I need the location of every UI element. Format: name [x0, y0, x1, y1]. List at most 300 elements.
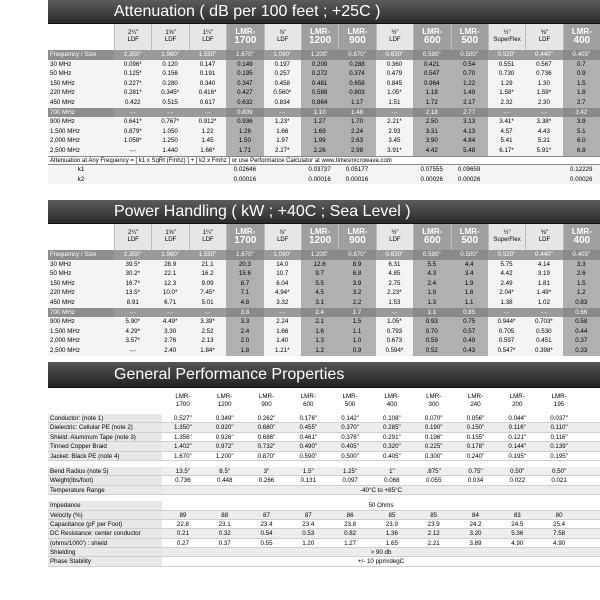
column-header-top: LMR-	[571, 27, 592, 36]
table-cell	[189, 175, 226, 185]
table-cell: 22.1	[164, 270, 177, 278]
table-cell: 0.845	[386, 79, 403, 87]
table-cell: 0.03737	[308, 166, 331, 174]
column-header-bottom: 600	[423, 235, 441, 246]
table-cell: 0.920"	[215, 424, 234, 432]
table-cell: 1.5	[338, 317, 375, 327]
table-cell: 3.3	[563, 260, 600, 270]
table-cell: 21.1	[201, 260, 214, 268]
table-cell: 0.44	[563, 327, 600, 337]
table-cell: 3.89	[469, 539, 482, 547]
table-cell: 1.200"	[301, 50, 338, 60]
table-cell: 0.022	[509, 477, 526, 485]
column-header-bottom: 195	[553, 401, 565, 408]
table-cell: 0.09659	[457, 166, 481, 174]
table-cell: 4.42	[413, 146, 450, 156]
table-cell: 0.641*	[123, 118, 142, 126]
table-cell: 0.288	[338, 60, 375, 70]
row-label: 1,500 MHz	[50, 127, 80, 135]
table-row	[48, 539, 600, 548]
table-cell: 0.02646	[233, 166, 257, 174]
table-cell: 0.427	[226, 88, 263, 98]
column-header	[413, 24, 450, 50]
row-label: 2,500 MHz	[50, 346, 80, 354]
column-header-top: LMR-	[347, 227, 368, 236]
table-cell: 1.45	[201, 137, 214, 145]
table-cell	[151, 165, 188, 175]
table-cell: 0.479	[386, 70, 403, 78]
table-cell: 0.49	[450, 336, 487, 346]
table-cell: 1.25"	[342, 467, 358, 475]
table-cell: 0.520"	[497, 51, 516, 58]
table-cell: 0.281*	[123, 89, 142, 97]
table-cell: 0.864	[301, 98, 338, 108]
table-cell: 1.66*	[200, 146, 215, 154]
column-header-bottom: LDF	[538, 237, 551, 243]
column-header-bottom: 900	[261, 401, 272, 408]
row-label: Impedance	[48, 501, 162, 509]
table-cell: 1.49	[450, 88, 487, 98]
table-cell: 22.8	[176, 520, 189, 528]
column-header-bottom: LDF	[202, 237, 214, 243]
table-cell: 0.108"	[383, 415, 401, 422]
table-cell: 0.096*	[123, 60, 142, 68]
table-cell: 0.590"	[299, 452, 318, 460]
table-cell: 86	[346, 511, 354, 519]
table-cell: 12.6	[301, 260, 338, 270]
column-header-top: ⅞"	[279, 30, 287, 36]
table-cell: 0.93	[413, 317, 450, 327]
table-cell: 1.65	[385, 539, 398, 547]
table-cell: 3.9	[338, 279, 375, 289]
table-row	[48, 260, 600, 270]
table-cell: 3.90	[413, 136, 450, 146]
table-cell: 1.49*	[536, 289, 552, 297]
column-header-bottom: LDF	[164, 237, 177, 243]
table-cell: 0.617	[199, 98, 216, 106]
table-cell: 2.24	[276, 318, 289, 326]
table-cell: 0.285"	[383, 424, 401, 432]
table-cell: 4.13	[450, 127, 487, 137]
table-cell: 8.91	[126, 298, 139, 306]
table-cell: 3.2	[338, 288, 375, 298]
table-cell: 0.50"	[510, 467, 525, 475]
table-cell: 1.1	[338, 327, 375, 337]
table-cell: 0.530	[536, 327, 552, 335]
table-cell: 1.250	[162, 137, 178, 145]
table-cell: 0.370"	[341, 424, 359, 432]
table-cell: 2.21*	[387, 118, 402, 126]
table-cell: 0.500"	[450, 50, 487, 60]
general-header	[48, 388, 600, 414]
table-cell: 6.8	[563, 146, 600, 156]
table-cell: 0.044"	[508, 415, 527, 422]
table-cell: 16.7*	[125, 279, 140, 287]
table-cell: 1.66	[276, 127, 289, 135]
table-cell: 0.54	[450, 60, 487, 70]
table-cell: 0.440"	[535, 251, 553, 258]
table-cell: 1.27	[344, 539, 357, 547]
general-table	[48, 414, 600, 567]
table-cell: 13.5"	[175, 467, 191, 475]
table-cell: 0.405"	[563, 250, 600, 260]
table-row	[48, 476, 600, 485]
column-header	[413, 388, 455, 414]
table-cell: 0.500"	[450, 250, 487, 260]
table-cell: 1.50	[226, 136, 263, 146]
table-cell: 0.142"	[341, 415, 359, 422]
table-cell: 1.350"	[174, 424, 192, 432]
table-cell: 1.97	[276, 137, 289, 145]
column-header-top: LMR-	[258, 393, 275, 400]
table-cell: 0.481	[301, 79, 338, 89]
table-cell: 1"	[389, 467, 395, 475]
table-cell: 1.22	[450, 79, 487, 89]
table-cell: 1.670"	[226, 50, 263, 60]
row-label: 900 MHz	[50, 318, 75, 326]
table-cell: 1.2	[563, 288, 600, 298]
column-header-bottom: SuperFlex	[493, 37, 521, 43]
table-cell: 0.630"	[385, 51, 404, 58]
table-cell: 0.191	[199, 70, 216, 78]
table-cell: 1.1	[450, 298, 487, 308]
table-cell: 4.49*	[162, 318, 178, 326]
column-header-top: LMR-	[342, 393, 358, 400]
column-header-top: ⅜"	[540, 230, 549, 236]
table-cell: 0.75"	[468, 467, 483, 475]
table-cell: 87	[304, 511, 312, 519]
table-cell: 0.398*	[534, 346, 553, 354]
table-cell: 0.50"	[551, 467, 567, 475]
table-cell: 1.050	[162, 127, 178, 135]
row-label: Temperature Range	[48, 486, 162, 494]
table-cell: 15.6	[226, 269, 263, 279]
table-cell: 2.52	[201, 327, 214, 335]
table-cell: 3.8	[226, 308, 263, 318]
table-cell: 1.27	[301, 117, 338, 127]
general-section	[48, 362, 600, 600]
table-cell: 0.703*	[534, 318, 553, 326]
column-header-bottom: 500	[344, 401, 356, 408]
table-cell: 0.421	[413, 60, 450, 70]
table-cell: 0.070"	[424, 415, 443, 422]
table-row	[48, 548, 600, 557]
table-cell: 0.567	[536, 60, 552, 68]
table-cell: 0.879*	[123, 127, 142, 135]
column-header	[488, 224, 525, 250]
table-cell	[525, 165, 562, 175]
table-cell: 1.8	[226, 346, 263, 356]
general-title: General Performance Properties	[48, 362, 600, 388]
table-cell: 0.972"	[215, 443, 234, 451]
table-cell: 1.670"	[226, 250, 263, 260]
column-header-top: LMR-	[551, 393, 567, 400]
column-header	[264, 24, 301, 50]
row-label: Conductor: (note 1)	[48, 414, 162, 422]
table-row	[48, 308, 600, 318]
table-cell: -.-	[503, 108, 510, 116]
column-header-bottom: 600	[423, 35, 441, 46]
table-cell: 0.00026	[420, 175, 443, 183]
table-cell: -.-	[391, 108, 398, 116]
table-cell: 0.116"	[508, 424, 526, 432]
table-cell: 24.5	[511, 520, 524, 528]
table-cell: 4.57	[500, 127, 513, 135]
table-cell	[114, 165, 151, 175]
table-cell: 1.5"	[302, 467, 314, 475]
table-cell: -.-	[279, 108, 286, 116]
table-row	[48, 511, 600, 520]
row-label: Shield: Aluminum Tape (note 3)	[48, 433, 162, 441]
table-cell: 2.30	[537, 98, 550, 106]
column-header	[376, 24, 413, 50]
table-cell: 8.5"	[219, 467, 231, 475]
table-cell: 0.83	[563, 298, 600, 308]
column-header-top: ⅜"	[540, 30, 549, 36]
table-cell: 1.05*	[387, 318, 402, 326]
column-header-top: LMR-	[509, 393, 525, 400]
table-cell: 2.2	[338, 298, 375, 308]
column-header-top: ½"	[391, 30, 399, 36]
table-cell: 1.200"	[301, 250, 338, 260]
table-cell: 0.455"	[299, 424, 318, 432]
column-header	[189, 224, 226, 250]
table-cell: 3.32	[276, 298, 289, 306]
table-cell: 30.2*	[125, 270, 140, 278]
table-cell: 2.93	[388, 127, 401, 135]
row-label: 900 MHz	[50, 118, 75, 126]
table-cell: 1.10	[301, 108, 338, 118]
table-cell: 0.00016	[308, 175, 331, 183]
table-cell: -.-	[129, 346, 136, 354]
table-cell: 0.809	[226, 108, 263, 118]
table-cell: 24.2	[469, 520, 482, 528]
table-cell: 0.280	[162, 79, 178, 87]
table-cell: 3.91*	[387, 146, 402, 154]
table-cell: 1.0	[338, 336, 375, 346]
table-cell: 1.58*	[499, 89, 514, 97]
column-header	[538, 388, 580, 414]
table-cell	[376, 165, 413, 175]
attenuation-header	[48, 24, 600, 50]
table-cell: .875"	[426, 467, 441, 475]
table-cell: 2.32	[500, 98, 513, 106]
table-cell: 0.021	[551, 477, 567, 485]
table-row	[48, 50, 600, 60]
table-row	[48, 486, 600, 495]
table-cell: 23.8	[344, 520, 357, 528]
column-header	[451, 224, 488, 250]
column-header-top: LMR-	[175, 393, 191, 400]
table-cell: 5.48	[450, 146, 487, 156]
table-cell	[376, 175, 413, 185]
table-cell: 0.686"	[257, 433, 276, 441]
table-cell: 4.85	[388, 270, 401, 278]
row-label: Dielectric: Cellular PE (note 2)	[48, 423, 162, 431]
row-label: 220 MHz	[50, 89, 75, 97]
table-cell: 7.45*	[200, 289, 215, 297]
table-cell: 2.6	[563, 269, 600, 279]
row-label: k2	[77, 175, 85, 183]
table-cell: 1.53	[388, 298, 401, 306]
table-cell: 2.4	[301, 308, 338, 318]
column-header	[496, 388, 538, 414]
column-header-top: LMR-	[235, 27, 256, 36]
attenuation-title: Attenuation ( dB per 100 feet ; +25C )	[48, 0, 600, 24]
table-cell: 2.50	[413, 117, 450, 127]
column-header-bottom: LDF	[277, 37, 289, 43]
column-header-top: 1⅝"	[165, 230, 176, 236]
table-cell: 4.29*	[125, 327, 140, 335]
table-cell: 0.37	[563, 336, 600, 346]
table-cell: 0.43	[450, 346, 487, 356]
column-header-bottom: LDF	[389, 37, 401, 43]
table-cell: 0.590"	[413, 50, 450, 60]
table-cell: 0.209	[301, 60, 338, 70]
table-cell: 0.490"	[299, 443, 318, 451]
table-cell: > 90 db	[370, 549, 392, 557]
table-cell: 0.125*	[123, 70, 142, 78]
table-cell: 23.9	[385, 520, 398, 528]
row-label: DC Resistance: center conductor	[48, 529, 162, 537]
column-header-top: LMR-	[467, 393, 484, 400]
row-label: Tinned Copper Braid	[48, 442, 162, 450]
table-cell: 1.3	[413, 298, 450, 308]
table-cell: 0.144"	[508, 443, 527, 451]
column-header-bottom: 1700	[234, 235, 257, 246]
table-cell: 28.9	[164, 260, 177, 268]
table-cell: 2.76	[164, 337, 177, 345]
table-cell: 87	[263, 511, 270, 519]
table-cell: 10.7	[276, 270, 289, 278]
table-cell: 0.70	[450, 69, 487, 79]
column-header-bottom: 200	[512, 401, 523, 408]
row-label: Phase Stability	[48, 557, 162, 565]
table-cell: 6.0	[563, 136, 600, 146]
column-header-top: ½"	[503, 230, 511, 236]
table-cell: -.-	[540, 308, 547, 316]
table-cell: 5.91*	[536, 146, 552, 154]
table-cell: 1.550"	[198, 51, 217, 58]
table-cell: 0.870"	[338, 250, 375, 260]
table-row	[48, 288, 600, 298]
table-cell: 5.01	[201, 298, 214, 306]
table-cell: 1.20	[302, 539, 315, 547]
table-cell: 3.1	[301, 298, 338, 308]
table-cell: 4.3	[413, 269, 450, 279]
table-cell: 8.7	[226, 279, 263, 289]
table-cell: 0.59	[413, 336, 450, 346]
table-cell: 1.090"	[273, 51, 292, 58]
table-cell: 2.21	[427, 539, 440, 547]
table-row	[48, 317, 600, 327]
table-cell	[114, 175, 151, 185]
table-row	[48, 279, 600, 289]
column-header-bottom: 500	[461, 35, 479, 46]
column-header-top: 1⅝"	[165, 30, 176, 36]
table-cell: 0.448	[216, 477, 233, 485]
table-row	[48, 452, 600, 461]
column-header	[151, 24, 188, 50]
table-cell	[189, 165, 226, 175]
table-cell: 12.3	[164, 279, 177, 287]
table-cell: 0.197	[274, 60, 290, 68]
column-header	[338, 224, 375, 250]
column-header	[301, 24, 338, 50]
attenuation-table	[48, 50, 600, 156]
column-header	[226, 224, 263, 250]
table-cell: 0.53	[302, 530, 315, 538]
table-cell: 0.7	[563, 60, 600, 70]
table-cell: 0.196"	[424, 433, 443, 441]
column-header	[451, 24, 488, 50]
table-cell: 9.7	[301, 269, 338, 279]
table-cell: 1.21*	[275, 346, 290, 354]
column-header-top: ½"	[391, 230, 399, 236]
table-cell: 3.42	[563, 108, 600, 118]
table-cell: 2.1	[301, 317, 338, 327]
table-cell: 0.147	[199, 60, 216, 68]
table-cell: 4.4	[450, 260, 487, 270]
column-header	[525, 224, 562, 250]
table-cell: 1.18	[413, 88, 450, 98]
table-cell: 0.58	[563, 317, 600, 327]
table-cell: 1.6	[450, 288, 487, 298]
row-label: 700 MHz	[48, 108, 114, 118]
table-cell: 0.547	[413, 69, 450, 79]
table-cell: 0.440"	[535, 51, 553, 58]
row-label: 700 MHz	[48, 308, 114, 318]
table-cell: -.-	[204, 108, 211, 116]
table-cell: 1.5	[563, 79, 600, 89]
table-cell: 1.71	[226, 146, 263, 156]
table-cell: 0.345*	[161, 89, 180, 97]
table-cell: 2.27*	[275, 146, 290, 154]
table-cell: 0.00026	[570, 175, 593, 183]
table-cell: 8.9	[338, 260, 375, 270]
column-header-top: 1¼"	[202, 30, 214, 36]
table-cell: 2.49	[500, 279, 513, 287]
column-header-top: LMR-	[310, 27, 331, 36]
table-cell: 25.4	[553, 520, 566, 528]
table-cell	[488, 165, 525, 175]
row-label: Frequency / Size	[48, 50, 114, 60]
column-header-bottom: 400	[573, 35, 591, 46]
column-header-bottom: 500	[461, 235, 479, 246]
table-cell: 0.590"	[413, 250, 450, 260]
table-cell: 4.42	[500, 270, 513, 278]
table-cell: 5.41	[500, 137, 513, 145]
table-cell: 0.116"	[550, 433, 568, 441]
table-cell: 0.834	[274, 98, 290, 106]
column-header-top: ⅞"	[279, 230, 287, 236]
column-header-bottom: LDF	[202, 37, 214, 43]
column-header-bottom: 1200	[217, 401, 232, 408]
table-cell: 1.670"	[174, 452, 192, 460]
table-cell: 2.4	[413, 279, 450, 289]
table-row	[48, 327, 600, 337]
column-header	[301, 224, 338, 250]
column-header	[376, 224, 413, 250]
table-cell: 1.70	[338, 117, 375, 127]
row-label: 50 MHz	[50, 270, 72, 278]
column-header	[525, 24, 562, 50]
table-cell: 0.37	[218, 539, 231, 547]
table-cell: 5.90*	[125, 318, 140, 326]
table-cell: 23.9	[427, 520, 440, 528]
table-cell: 0.730	[498, 70, 515, 78]
table-cell: 39.5*	[125, 260, 140, 268]
